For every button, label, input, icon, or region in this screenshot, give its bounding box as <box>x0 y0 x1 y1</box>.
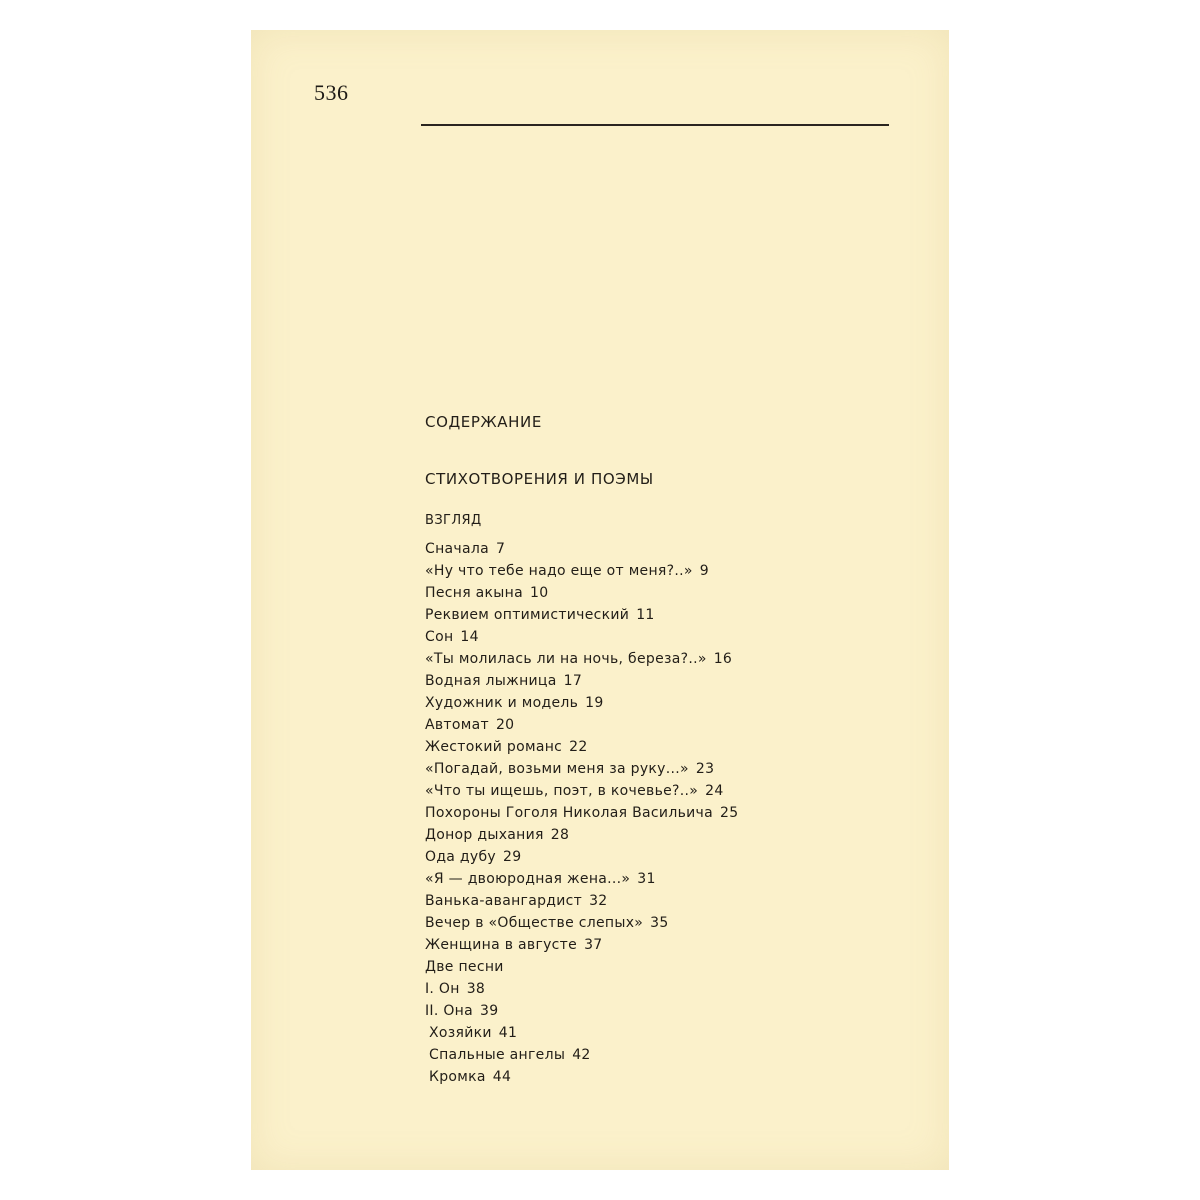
toc-entry-page: 35 <box>650 915 669 931</box>
toc-entry-title: Хозяйки <box>429 1025 492 1041</box>
toc-list <box>425 538 925 1088</box>
toc-entry-page: 9 <box>699 563 709 579</box>
toc-entry-page: 25 <box>719 805 739 821</box>
page-number: 536 <box>314 80 349 105</box>
toc-entry-title: «Ну что тебе надо еще от меня?..» <box>425 563 693 579</box>
toc-entry-title: Водная лыжница <box>425 673 557 689</box>
toc-entry-title: «Что ты ищешь, поэт, в кочевье?..» <box>425 783 699 799</box>
toc-entry <box>425 802 925 824</box>
toc-entry-title: Спальные ангелы <box>429 1047 566 1063</box>
header-rule <box>421 124 889 126</box>
toc-entry <box>425 912 925 934</box>
toc-entry <box>425 956 925 978</box>
toc-entry-page: 37 <box>584 937 603 953</box>
toc-entry-title: Кромка <box>429 1069 486 1085</box>
toc-entry-page: 17 <box>563 673 583 689</box>
table-of-contents <box>425 412 925 1088</box>
toc-entry-title: Песня акына <box>425 585 523 601</box>
toc-entry-title: Автомат <box>425 717 489 733</box>
toc-entry-title: Вечер в «Обществе слепых» <box>425 915 644 931</box>
toc-entry-title: Женщина в августе <box>425 937 578 953</box>
toc-entry-page: 16 <box>713 651 733 667</box>
toc-entry <box>425 890 925 912</box>
toc-entry-page: 28 <box>550 827 570 843</box>
toc-entry <box>425 1044 925 1066</box>
toc-entry-title: Ванька-авангардист <box>425 893 583 909</box>
toc-entry <box>425 604 925 626</box>
toc-entry-page: 39 <box>480 1003 499 1019</box>
toc-entry-page: 7 <box>496 541 506 557</box>
toc-entry-page: 38 <box>466 981 486 997</box>
toc-entry-page: 31 <box>637 871 656 887</box>
toc-entry <box>425 846 925 868</box>
toc-entry <box>425 1066 925 1088</box>
contents-subtitle: СТИХОТВОРЕНИЯ И ПОЭМЫ <box>425 470 654 488</box>
toc-entry <box>425 934 925 956</box>
toc-entry-page: 41 <box>498 1025 518 1041</box>
toc-entry-page: 42 <box>572 1047 591 1063</box>
toc-entry <box>425 868 925 890</box>
toc-entry-title: Жестокий романс <box>425 739 563 755</box>
toc-entry-page: 10 <box>530 585 549 601</box>
toc-entry <box>425 1000 925 1022</box>
toc-entry-title: Художник и модель <box>425 695 579 711</box>
toc-entry <box>425 824 925 846</box>
toc-entry-page: 20 <box>495 717 515 733</box>
toc-entry <box>425 714 925 736</box>
toc-entry-page: 29 <box>503 849 522 865</box>
toc-entry-title: Сначала <box>425 541 489 557</box>
toc-entry-page: 14 <box>460 629 479 645</box>
toc-entry-title: Ода дубу <box>425 849 497 865</box>
book-page <box>251 30 949 1170</box>
toc-entry-page: 19 <box>585 695 604 711</box>
section-label: ВЗГЛЯД <box>425 513 482 528</box>
toc-entry <box>425 692 925 714</box>
toc-entry <box>425 758 925 780</box>
toc-entry-page: 22 <box>569 739 588 755</box>
toc-entry-title: «Погадай, возьми меня за руку...» <box>425 761 689 777</box>
toc-entry-title: Сон <box>425 629 454 645</box>
toc-entry-page: 32 <box>589 893 608 909</box>
toc-entry-title: «Я — двоюродная жена...» <box>425 871 631 887</box>
toc-entry <box>425 626 925 648</box>
toc-entry-page: 44 <box>492 1069 512 1085</box>
toc-entry-title: Донор дыхания <box>425 827 544 843</box>
toc-entry <box>425 648 925 670</box>
toc-entry <box>425 538 925 560</box>
toc-entry <box>425 582 925 604</box>
toc-entry <box>425 670 925 692</box>
toc-entry <box>425 780 925 802</box>
toc-entry-page: 23 <box>695 761 715 777</box>
toc-entry-page: 24 <box>705 783 724 799</box>
toc-entry-title: Реквием оптимистический <box>425 607 630 623</box>
toc-entry <box>425 736 925 758</box>
contents-title: СОДЕРЖАНИЕ <box>425 413 542 431</box>
toc-entry-title: «Ты молилась ли на ночь, береза?..» <box>425 651 707 667</box>
toc-entry-page: 11 <box>636 607 655 623</box>
toc-entry <box>425 560 925 582</box>
toc-entry-title: II. Она <box>425 1003 474 1019</box>
toc-entry-title: Две песни <box>425 959 504 975</box>
toc-entry <box>425 1022 925 1044</box>
toc-entry-title: Похороны Гоголя Николая Васильича <box>425 805 713 821</box>
toc-entry-title: I. Он <box>425 981 460 997</box>
toc-entry <box>425 978 925 1000</box>
